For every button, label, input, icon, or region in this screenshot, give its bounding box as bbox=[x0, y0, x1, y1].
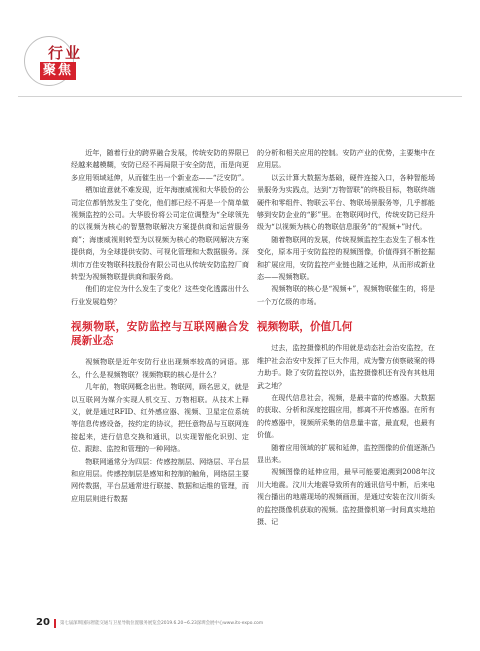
footer-text: 第七届深圳国际智能交通与卫星导航位置服务展览会2019.6.20~6.23深圳会展中心www.its-expo.com bbox=[60, 621, 264, 626]
paragraph: 物联网通常分为四层：传感控制层、网络层、平台层和应用层。传感控制层是感知和控制的触角，网络层主要网传数据，平台层通常进行联接、数据和运维的管理，而应用层则进行数据 bbox=[71, 456, 249, 503]
section-badge bbox=[18, 36, 82, 92]
paragraph: 他们的定位为什么发生了变化？这些变化透露出什么行业发展趋势？ bbox=[71, 284, 249, 306]
paragraph: 以云计算大数据为基础，硬件连接入口，各种智能场景服务为实践点，达到“万物智联”的终极目标，物联终端硬件和零组件、物联云平台、物联场景服务等，几乎都能够到安防企业的“影”里。在物联网时代，传统安防已经升级为“以视频为核心的物联信息服务”的“视频+”时代。 bbox=[257, 172, 435, 232]
paragraph: 过去，监控摄像机的作用就是动态社会治安监控，在维护社会治安中发挥了巨大作用，成为警方侦察破案的得力助手。除了安防监控以外，监控摄像机还有没有其他用武之地？ bbox=[257, 343, 435, 390]
badge-word-bottom: 聚焦 bbox=[40, 62, 76, 80]
paragraph: 在现代信息社会，视频，是最丰富的传感器。大数据的获取、分析和深度挖掘应用，都离不开传感器。在所有的传感器中，视频所采集的信息量丰富，最直观，也最有价值。 bbox=[257, 392, 435, 440]
paragraph: 的分析和相关应用的控制。安防产业的优势，主要集中在应用层。 bbox=[257, 148, 435, 170]
header-rule bbox=[18, 96, 462, 97]
page-footer bbox=[36, 617, 462, 631]
article-column-left bbox=[71, 147, 249, 505]
paragraph: 几年前，物联网概念出世。物联网，顾名思义，就是以互联网为媒介实现人机交互、万物相联。从技术上释义，就是通过RFID、红外感应器、视频、卫星定位系统等信息传感设备，按约定的协议，把任意物品与互联网连接起来，进行信息交换和通讯，以实现智能化识别、定位、跟踪、监控和管理的一种网络。 bbox=[71, 382, 249, 454]
paragraph: 随着物联网的发展，传统视频监控生态发生了根本性变化，原本用于安防监控的视频图像，价值得到不断挖掘和扩展应用，安防监控产业链也随之延伸，从而形成新业态——视频物联。 bbox=[257, 234, 435, 282]
paragraph: 视频物联是近年安防行业出现频率较高的词语。那么，什么是视频物联？视频物联的核心是什么？ bbox=[71, 357, 249, 379]
badge-word-top: 行业 bbox=[48, 44, 83, 62]
section-heading: 视频物联，价值几何 bbox=[257, 321, 353, 334]
section-heading: 视频物联，安防监控与互联网融合发展新业态 bbox=[71, 321, 249, 348]
footer-accent-bar bbox=[54, 619, 56, 628]
article-column-right bbox=[257, 147, 435, 528]
paragraph: 近年，随着行业的跨界融合发展，传统安防的界限已经越来越模糊，安防已经不再局限于安全防范，而是向更多应用领域延伸，从而催生出一个新业态——“泛安防”。 bbox=[71, 148, 249, 182]
paragraph: 栖加谊意就不难发现，近年海康威视和大华股份的公司定位都悄然发生了变化，他们都已经不再是一个简单做视频监控的公司。大华股份将公司定位调整为“全球领先的以视频为核心的智慧物联解决方案提供商和运营服务商”；海康威视则转型为以视频为核心的物联网解决方案提供商，为全球提供安防、可视化管理和大数据服务。深圳市万佳安物联科技股份有限公司也从传统安防监控厂商转型为视频物联提供商和服务商。 bbox=[71, 185, 249, 282]
page-number: 20 bbox=[36, 617, 50, 628]
paragraph: 随着应用领域的扩展和延伸，监控图像的价值逐渐凸显出来。 bbox=[257, 442, 435, 464]
paragraph: 视频物联的核心是“视频+”，视频物联催生的，将是一个万亿级的市场。 bbox=[257, 284, 435, 306]
paragraph: 视频图像的延伸应用，最早可能要追溯到2008年汶川大地震。汶川大地震导致所有的通讯信号中断，后来电视台播出的地震现场的视频画面，是通过安装在汶川街头的监控摄像机获取的视频。监控摄像机第一时间真实地拍摄、记 bbox=[257, 467, 435, 526]
